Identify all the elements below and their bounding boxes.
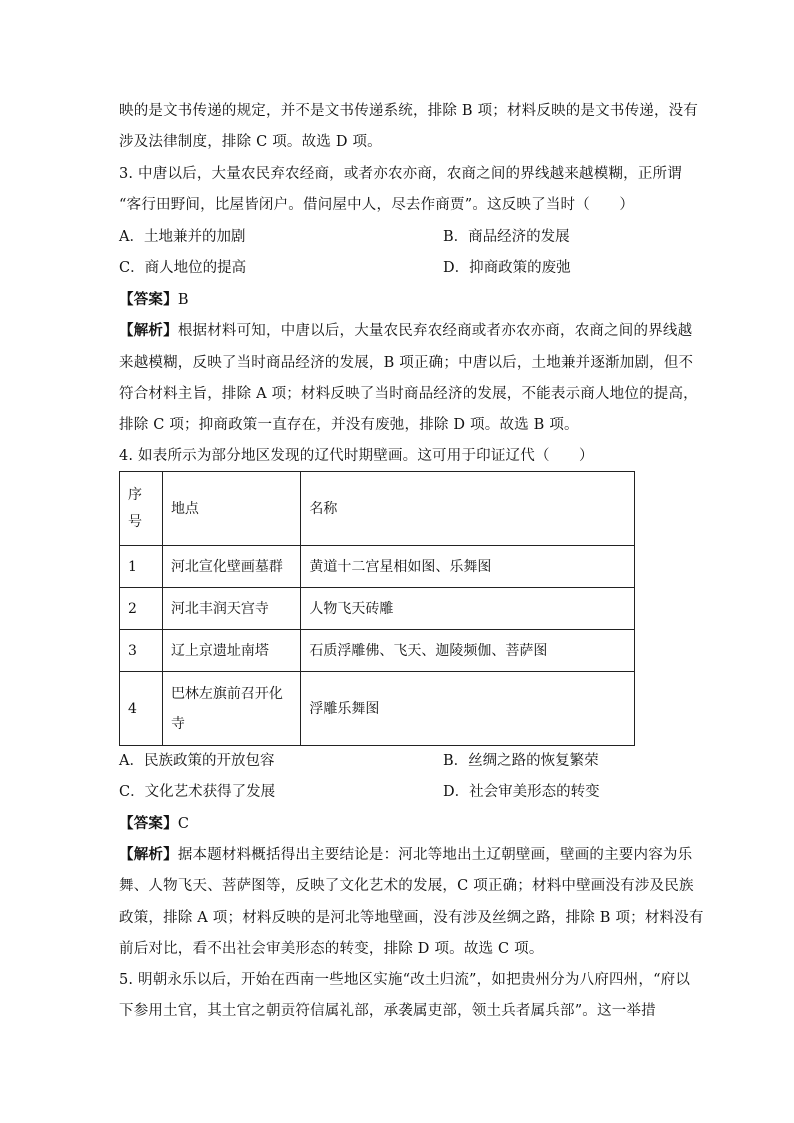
header-location: 地点 [162,472,300,546]
header-index: 序号 [120,472,163,546]
table-header-row [120,472,635,546]
table-row [120,546,635,588]
prev-analysis-line-1: 映的是文书传递的规定，并不是文书传递系统，排除 B 项；材料反映的是文书传递，没有 [119,103,699,119]
q3-analysis-label: 【解析】 [119,322,178,339]
row-3-location: 辽上京遗址南塔 [162,630,300,672]
q4-option-d: D．社会审美形态的转变 [443,784,600,800]
q3-analysis-text-1: 根据材料可知，中唐以后，大量农民弃农经商或者亦农亦商，农商之间的界线越 [177,323,693,339]
q3-option-d: D．抑商政策的废弛 [443,260,571,276]
q3-answer-label: 【答案】 [119,291,178,308]
q3-stem-line-2: “客行田野间，比屋皆闭户。借问屋中人，尽去作商贾”。这反映了当时（ ） [119,197,635,213]
row-2-location: 河北丰润天宫寺 [162,588,300,630]
q3-analysis-line-4: 排除 C 项；抑商政策一直存在，并没有废弛，排除 D 项。故选 B 项。 [119,417,579,433]
q4-answer [119,814,189,834]
q4-analysis-line-1 [119,845,692,865]
q4-option-b: B．丝绸之路的恢复繁荣 [443,753,599,769]
q4-answer-value: C [177,816,190,832]
q3-answer-value: B [177,292,189,308]
row-1-name: 黄道十二宫星相如图、乐舞图 [301,546,635,588]
row-4-location: 巴林左旗前召开化寺 [162,672,300,746]
q3-option-c: C．商人地位的提高 [119,260,247,276]
q5-stem-line-1: 5. 明朝永乐以后，开始在西南一些地区实施“改土归流”，如把贵州分为八府四州，“府以 [119,972,691,988]
row-2-index: 2 [120,588,163,630]
row-4-index: 4 [120,672,163,746]
mural-table [119,471,635,746]
row-3-index: 3 [120,630,163,672]
prev-analysis-line-2: 涉及法律制度，排除 C 项。故选 D 项。 [119,134,382,150]
q4-option-c: C．文化艺术获得了发展 [119,784,276,800]
q3-analysis-line-1 [119,321,692,341]
q3-analysis-line-3: 符合材料主旨，排除 A 项；材料反映了当时商品经济的发展，不能表示商人地位的提高， [119,386,698,402]
q4-analysis-label: 【解析】 [119,846,178,863]
q4-analysis-line-3: 政策，排除 A 项；材料反映的是河北等地壁画，没有涉及丝绸之路，排除 B 项；材料没有 [119,910,704,926]
table-row [120,672,635,746]
q3-option-a: A．土地兼并的加剧 [119,229,246,245]
row-2-name: 人物飞天砖雕 [301,588,635,630]
q4-option-a: A．民族政策的开放包容 [119,753,275,769]
table-row [120,588,635,630]
q3-option-b: B．商品经济的发展 [443,229,570,245]
row-1-index: 1 [120,546,163,588]
q4-analysis-text-1: 据本题材料概括得出主要结论是：河北等地出土辽朝壁画，壁画的主要内容为乐 [177,847,693,863]
row-1-location: 河北宣化壁画墓群 [162,546,300,588]
q3-analysis-line-2: 来越模糊，反映了当时商品经济的发展，B 项正确；中唐以后，土地兼并逐渐加剧，但不 [119,355,694,371]
q4-answer-label: 【答案】 [119,815,178,832]
q5-stem-line-2: 下参用土官，其土官之朝贡符信属礼部，承袭属吏部，领土兵者属兵部”。这一举措 [119,1003,656,1019]
row-4-name: 浮雕乐舞图 [301,672,635,746]
q4-analysis-line-4: 前后对比，看不出社会审美形态的转变，排除 D 项。故选 C 项。 [119,941,544,957]
q3-stem-line-1: 3. 中唐以后，大量农民弃农经商，或者亦农亦商，农商之间的界线越来越模糊，正所谓 [119,166,682,182]
q4-analysis-line-2: 舞、人物飞天、菩萨图等，反映了文化艺术的发展，C 项正确；材料中壁画没有涉及民族 [119,878,694,894]
row-3-name: 石质浮雕佛、飞天、迦陵频伽、菩萨图 [301,630,635,672]
header-name: 名称 [301,472,635,546]
table-row [120,630,635,672]
q4-stem: 4. 如表所示为部分地区发现的辽代时期壁画。这可用于印证辽代（ ） [119,448,594,464]
q3-answer [119,290,189,310]
